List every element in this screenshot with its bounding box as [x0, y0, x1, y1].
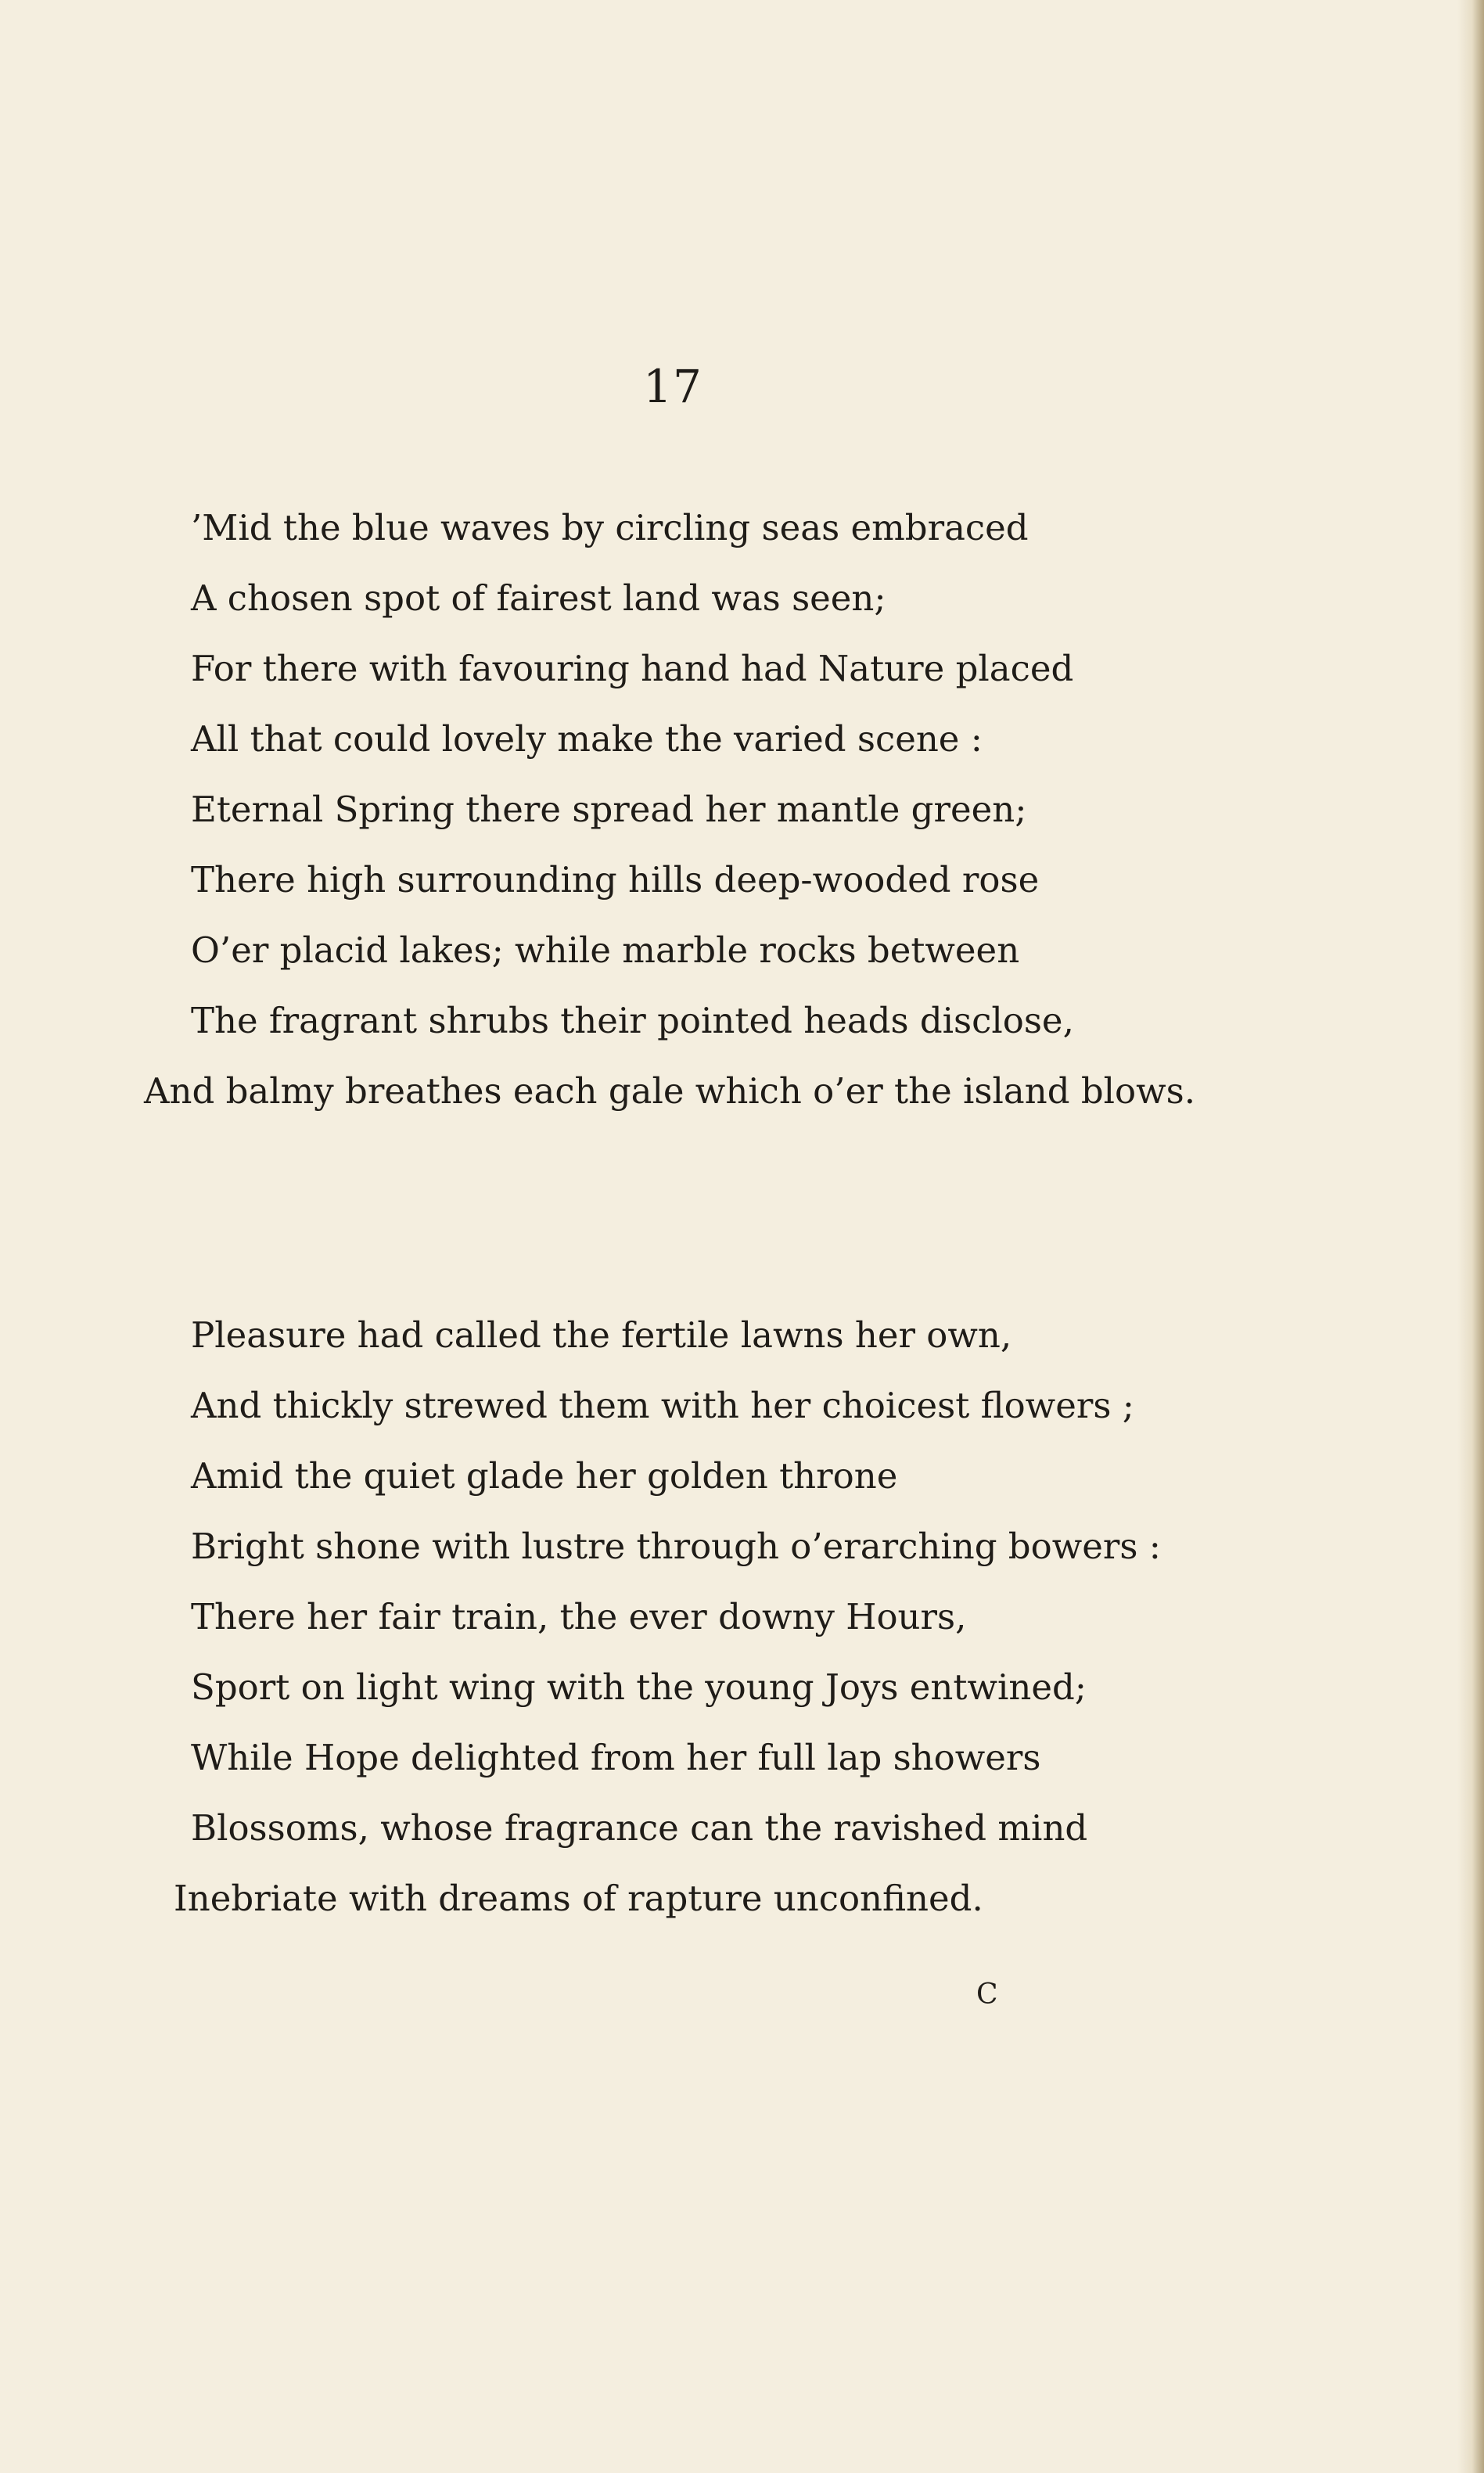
- poem-line: The fragrant shrubs their pointed heads disclose,: [191, 1000, 1074, 1041]
- poem-line: And thickly strewed them with her choicest flowers ;: [191, 1385, 1134, 1426]
- stanza-2: [174, 1300, 1184, 1934]
- poem-line: O’er placid lakes; while marble rocks between: [191, 929, 1020, 971]
- poem-line: Eternal Spring there spread her mantle green;: [191, 789, 1027, 830]
- signature-mark: C: [976, 1979, 998, 2011]
- poem-line: For there with favouring hand had Nature placed: [191, 648, 1074, 689]
- poem-line-alexandrine: And balmy breathes each gale which o’er the island blows.: [144, 1070, 1196, 1112]
- poem-line: There her fair train, the ever downy Hours,: [191, 1596, 967, 1637]
- stanza-1: [144, 493, 1196, 1127]
- poem-line: There high surrounding hills deep-wooded rose: [191, 859, 1040, 900]
- poem-line: All that could lovely make the varied scene :: [191, 718, 983, 760]
- poem-line: Sport on light wing with the young Joys entwined;: [191, 1666, 1087, 1708]
- page-edge-shadow: [1457, 0, 1484, 2473]
- poem-line-alexandrine: Inebriate with dreams of rapture unconfined.: [174, 1878, 983, 1919]
- page-number: 17: [643, 360, 702, 413]
- poem-line: ’Mid the blue waves by circling seas embraced: [191, 507, 1029, 548]
- poem-line: Pleasure had called the fertile lawns her own,: [191, 1314, 1012, 1356]
- poem-line: Amid the quiet glade her golden throne: [191, 1455, 898, 1497]
- poem-line: Blossoms, whose fragrance can the ravished mind: [191, 1807, 1088, 1849]
- poem-line: A chosen spot of fairest land was seen;: [191, 577, 886, 619]
- poem-line: Bright shone with lustre through o’erarching bowers :: [191, 1526, 1161, 1567]
- poem-line: While Hope delighted from her full lap showers: [191, 1737, 1041, 1778]
